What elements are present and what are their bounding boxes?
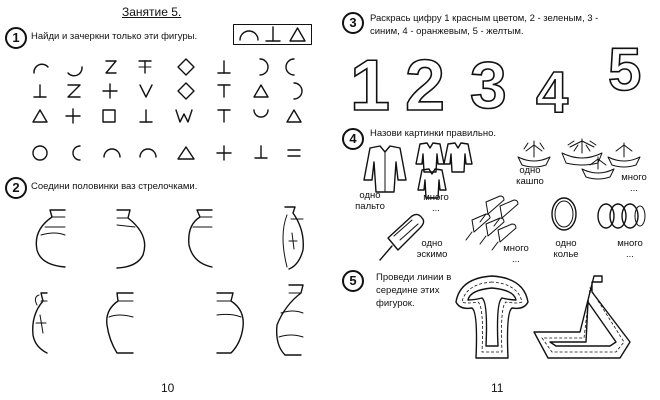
vase-left-half-1[interactable] xyxy=(36,210,65,267)
triangle-shape xyxy=(287,110,301,122)
arc-shape xyxy=(260,59,268,75)
page-number-right: 11 xyxy=(491,381,504,395)
necklace-one-picture xyxy=(546,194,582,236)
z-shape xyxy=(68,85,80,97)
triangle-shape xyxy=(254,85,268,97)
perpendicular-shape xyxy=(218,61,230,73)
vase-left-half-2[interactable] xyxy=(189,210,212,267)
square-shape xyxy=(103,110,115,122)
vase-right-half-4[interactable] xyxy=(277,285,303,355)
label-necklace-many: много ... xyxy=(617,238,643,260)
label-coat-many: много ... xyxy=(423,192,449,214)
equals-shape xyxy=(288,150,300,156)
perpendicular-shape xyxy=(139,61,151,73)
task3-instruction-line1: Раскрась цифру 1 красным цветом, 2 - зеленым, 3 - xyxy=(370,13,599,24)
perpendicular-shape xyxy=(34,85,46,97)
shapes-grid[interactable] xyxy=(28,55,328,175)
perpendicular-shape xyxy=(255,146,267,158)
lesson-title: Занятие 5. xyxy=(122,5,182,19)
triangle-shape xyxy=(178,147,194,159)
arc-shape xyxy=(254,110,268,117)
perpendicular-shape xyxy=(218,110,230,122)
task1-instruction: Найди и зачеркни только эти фигуры. xyxy=(31,31,198,42)
arc-shape xyxy=(286,59,294,75)
task-number-5: 5 xyxy=(342,270,364,292)
task3-instruction-line2: синим, 4 - оранжевым, 5 - желтым. xyxy=(370,26,524,37)
task2-instruction: Соедини половинки ваз стрелочками. xyxy=(31,181,198,192)
necklace-many-picture xyxy=(596,198,646,234)
rhombus-shape xyxy=(178,83,194,99)
vase-left-half-3[interactable] xyxy=(33,293,47,353)
triangle-shape xyxy=(33,110,47,122)
task-number-1: 1 xyxy=(5,27,27,49)
vase-right-half-2[interactable] xyxy=(283,207,303,269)
task-number-3: 3 xyxy=(342,12,364,34)
vase-halves xyxy=(5,205,325,365)
vase-right-half-3[interactable] xyxy=(107,293,133,353)
arc-shape xyxy=(34,64,48,73)
mushroom-trace-shape[interactable] xyxy=(452,272,532,362)
label-pot-one: одно кашпо xyxy=(516,165,544,187)
label-coat-one: одно пальто xyxy=(355,190,385,212)
rhombus-shape xyxy=(178,59,194,75)
vase-right-half-1[interactable] xyxy=(117,210,145,268)
task5-instruction-line1: Проведи линии в xyxy=(376,272,452,283)
label-necklace-one: одно колье xyxy=(553,238,579,260)
digit-1[interactable]: 1 xyxy=(350,46,391,126)
digit-2[interactable]: 2 xyxy=(405,46,446,126)
perpendicular-shape xyxy=(218,85,230,97)
arc-shape xyxy=(294,83,302,99)
arc-shape xyxy=(104,149,120,157)
plus-shape xyxy=(103,84,117,98)
v-shape xyxy=(140,85,152,97)
w-shape xyxy=(176,110,192,122)
arc-shape xyxy=(140,149,156,157)
z-shape xyxy=(106,61,116,73)
task-number-4: 4 xyxy=(342,128,364,150)
digit-3[interactable]: 3 xyxy=(470,48,507,122)
perpendicular-shape xyxy=(140,110,152,122)
task5-instruction-line3: фигурок. xyxy=(376,298,415,309)
digit-4[interactable]: 4 xyxy=(536,60,569,125)
sample-shapes-box xyxy=(233,24,313,46)
page-number-left: 10 xyxy=(161,381,175,395)
circle-shape xyxy=(33,146,47,160)
label-eskimo-one: одно эскимо xyxy=(416,238,448,260)
task4-instruction: Назови картинки правильно. xyxy=(370,128,497,139)
task-number-2: 2 xyxy=(5,177,27,199)
arc-shape xyxy=(68,67,82,76)
task5-instruction-line2: середине этих xyxy=(376,285,440,296)
label-eskimo-many: много ... xyxy=(503,243,529,265)
right-page xyxy=(330,0,660,400)
vase-left-half-4[interactable] xyxy=(217,293,243,353)
plus-shape xyxy=(66,109,80,123)
label-pot-many: много ... xyxy=(621,172,647,194)
digits-to-color xyxy=(340,30,660,126)
digit-5[interactable]: 5 xyxy=(608,36,642,103)
plus-shape xyxy=(217,146,231,160)
arc-shape xyxy=(73,146,80,160)
boat-trace-shape[interactable] xyxy=(530,272,640,362)
